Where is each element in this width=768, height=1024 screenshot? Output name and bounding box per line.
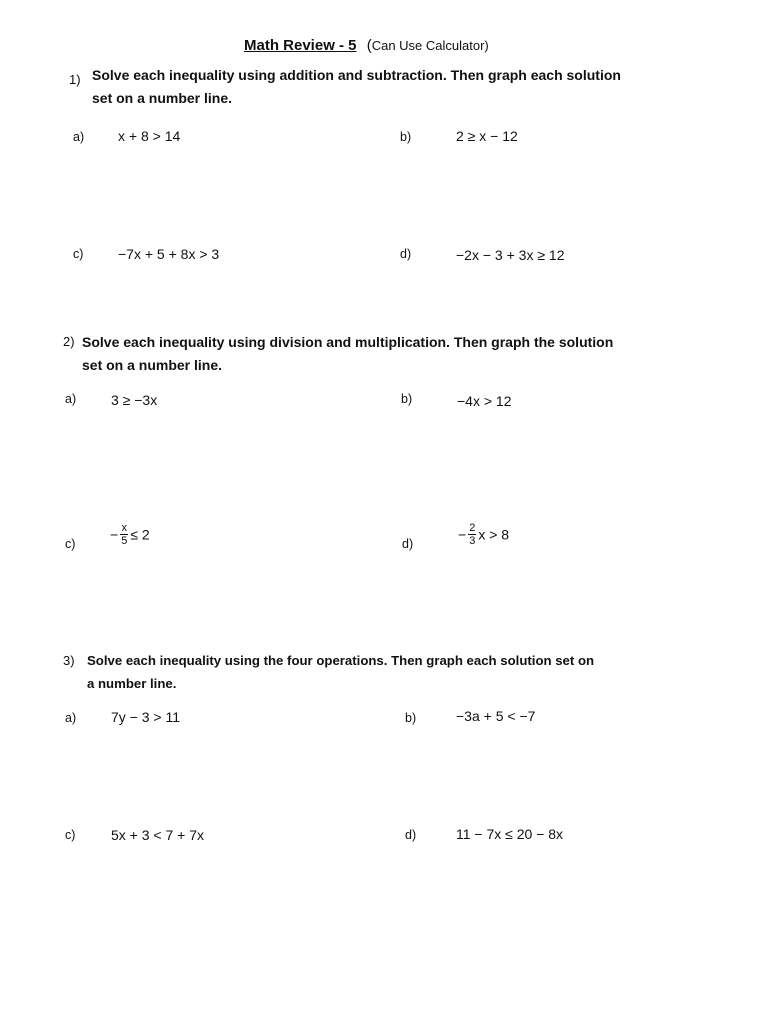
problem-1d-label: d) xyxy=(400,247,412,261)
problem-2d-denominator: 3 xyxy=(469,535,476,547)
problem-2d-expression xyxy=(458,522,509,547)
page-title: Math Review - 5 xyxy=(244,37,357,54)
section-3-line-1: Solve each inequality using the four operations. Then graph each solution set on xyxy=(87,653,595,668)
problem-1b-expression: 2 ≥ x − 12 xyxy=(456,128,518,144)
problem-2b-label: b) xyxy=(401,392,413,406)
problem-1c-expression: −7x + 5 + 8x > 3 xyxy=(118,246,220,262)
problem-1b-label: b) xyxy=(400,130,412,144)
problem-2d-minus: − xyxy=(458,526,467,543)
problem-2d-fraction xyxy=(468,522,476,547)
section-2-number: 2) xyxy=(63,334,75,349)
worksheet-title xyxy=(244,37,489,54)
problem-2d-numerator: 2 xyxy=(469,522,476,534)
section-2-line-2: set on a number line. xyxy=(82,357,223,373)
problem-2d-rest: x > 8 xyxy=(478,526,510,543)
section-1-line-2: set on a number line. xyxy=(92,90,233,106)
problem-2c-rest: ≤ 2 xyxy=(130,526,150,543)
problem-2c-expression xyxy=(110,522,150,547)
section-1-number: 1) xyxy=(69,72,81,87)
problem-3c-label: c) xyxy=(65,828,76,842)
section-2-line-1: Solve each inequality using division and multiplication. Then graph the solution xyxy=(82,334,614,350)
problem-2c-fraction xyxy=(120,522,128,547)
problem-2b-expression: −4x > 12 xyxy=(457,393,512,409)
section-1-instruction xyxy=(92,64,621,110)
problem-3d-expression: 11 − 7x ≤ 20 − 8x xyxy=(456,826,564,842)
problem-2c-label: c) xyxy=(65,537,76,551)
page-subtitle: Can Use Calculator) xyxy=(371,38,489,53)
problem-2d-label: d) xyxy=(402,537,414,551)
problem-1a-expression: x + 8 > 14 xyxy=(118,128,181,144)
problem-3c-expression: 5x + 3 < 7 + 7x xyxy=(111,827,205,843)
problem-1a-label: a) xyxy=(73,130,85,144)
problem-2c-minus: − xyxy=(110,526,119,543)
section-2-instruction xyxy=(82,331,613,377)
problem-3a-expression: 7y − 3 > 11 xyxy=(111,709,181,725)
problem-1d-expression: −2x − 3 + 3x ≥ 12 xyxy=(456,247,565,263)
problem-3a-label: a) xyxy=(65,711,77,725)
problem-2c-denominator: 5 xyxy=(121,535,128,547)
problem-3b-label: b) xyxy=(405,711,417,725)
problem-2a-expression: 3 ≥ −3x xyxy=(111,392,158,408)
section-1-line-1: Solve each inequality using addition and subtraction. Then graph each solution xyxy=(92,67,621,83)
section-3-number: 3) xyxy=(63,653,75,668)
title-paren: ( xyxy=(366,37,372,54)
problem-2c-numerator: x xyxy=(121,522,127,534)
problem-3b-expression: −3a + 5 < −7 xyxy=(456,708,536,724)
problem-3d-label: d) xyxy=(405,828,417,842)
problem-2a-label: a) xyxy=(65,392,77,406)
problem-1c-label: c) xyxy=(73,247,84,261)
section-3-instruction xyxy=(87,649,594,695)
section-3-line-2: a number line. xyxy=(87,676,177,691)
